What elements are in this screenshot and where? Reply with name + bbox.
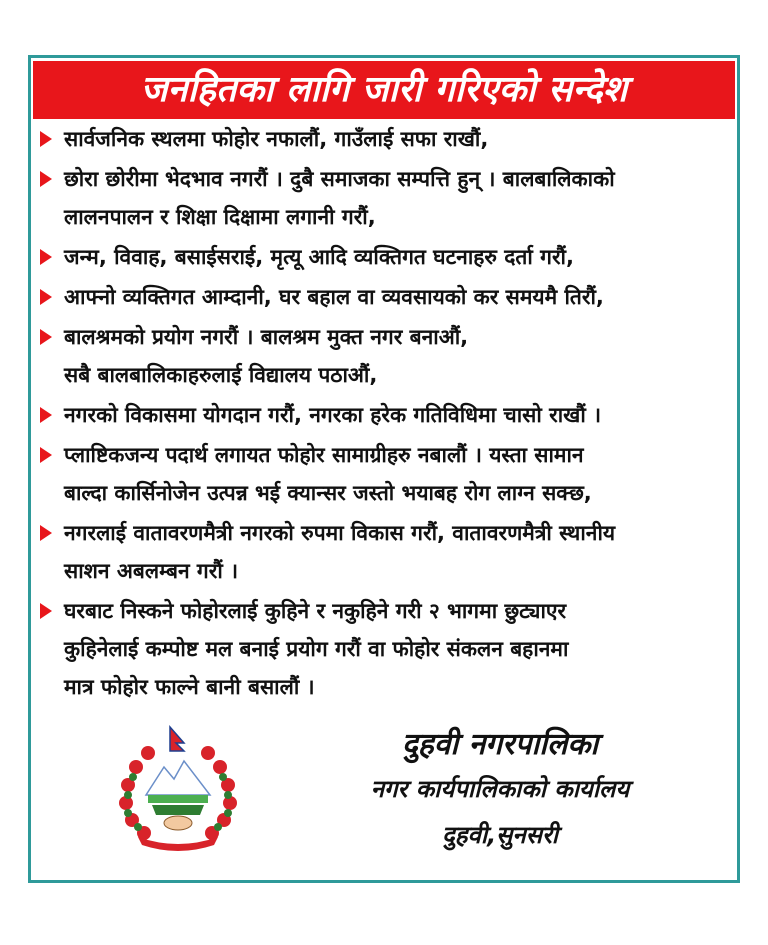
- message-item: [40, 440, 740, 516]
- message-item: [40, 242, 740, 280]
- message-line: नगरलाई वातावरणमैत्री नगरको रुपमा विकास गरौं, वातावरणमैत्री स्थानीय: [64, 521, 616, 545]
- message-line: लालनपालन र शिक्षा दिक्षामा लगानी गरौं,: [64, 205, 376, 229]
- message-line: घरबाट निस्कने फोहोरलाई कुहिने र नकुहिने गरी २ भागमा छुट्याएर: [64, 599, 567, 623]
- bullet-arrow-icon: [40, 249, 52, 265]
- message-line: सबै बालबालिकाहरुलाई विद्यालय पठाऔं,: [64, 363, 378, 387]
- message-line: कुहिनेलाई कम्पोष्ट मल बनाई प्रयोग गरौं वा फोहोर संकलन बहानमा: [64, 637, 569, 661]
- office-name: नगर कार्यपालिकाको कार्यालय: [370, 775, 630, 803]
- message-line: जन्म, विवाह, बसाईसराई, मृत्यू आदि व्यक्तिगत घटनाहरु दर्ता गरौं,: [64, 245, 574, 269]
- message-line: बाल्दा कार्सिनोजेन उत्पन्न भई क्यान्सर जस्तो भयाबह रोग लाग्न सक्छ,: [64, 481, 592, 505]
- message-item: [40, 322, 740, 398]
- notice-title-banner: जनहितका लागि जारी गरिएको सन्देश: [33, 61, 735, 119]
- message-line: मात्र फोहोर फाल्ने बानी बसालौं ।: [64, 675, 315, 699]
- bullet-arrow-icon: [40, 329, 52, 345]
- message-item: [40, 518, 740, 594]
- bullet-arrow-icon: [40, 171, 52, 187]
- nepal-government-emblem-icon: [108, 725, 248, 855]
- message-line: छोरा छोरीमा भेदभाव नगरौं । दुबै समाजका सम्पत्ति हुन् । बालबालिकाको: [64, 167, 615, 191]
- message-item: [40, 164, 740, 240]
- message-line: साशन अबलम्बन गरौं ।: [64, 559, 239, 583]
- message-line: प्लाष्टिकजन्य पदार्थ लगायत फोहोर सामाग्रीहरु नबालौं । यस्ता सामान: [64, 443, 584, 467]
- message-item: [40, 596, 740, 710]
- office-address: दुहवी,सुनसरी: [442, 821, 558, 849]
- message-line: सार्वजनिक स्थलमा फोहोर नफालौं, गाउँलाई सफा राखौं,: [64, 127, 489, 151]
- bullet-arrow-icon: [40, 447, 52, 463]
- message-item: [40, 282, 740, 320]
- bullet-arrow-icon: [40, 603, 52, 619]
- message-item: [40, 400, 740, 438]
- bullet-arrow-icon: [40, 525, 52, 541]
- message-item: [40, 124, 740, 162]
- bullet-arrow-icon: [40, 407, 52, 423]
- message-line: नगरको विकासमा योगदान गरौं, नगरका हरेक गतिविधिमा चासो राखौं ।: [64, 403, 602, 427]
- bullet-arrow-icon: [40, 289, 52, 305]
- message-line: बालश्रमको प्रयोग नगरौं । बालश्रम मुक्त नगर बनाऔं,: [64, 325, 469, 349]
- message-line: आफ्नो व्यक्तिगत आम्दानी, घर बहाल वा व्यवसायको कर समयमै तिरौं,: [64, 285, 604, 309]
- municipality-name: दुहवी नगरपालिका: [401, 727, 599, 762]
- bullet-arrow-icon: [40, 131, 52, 147]
